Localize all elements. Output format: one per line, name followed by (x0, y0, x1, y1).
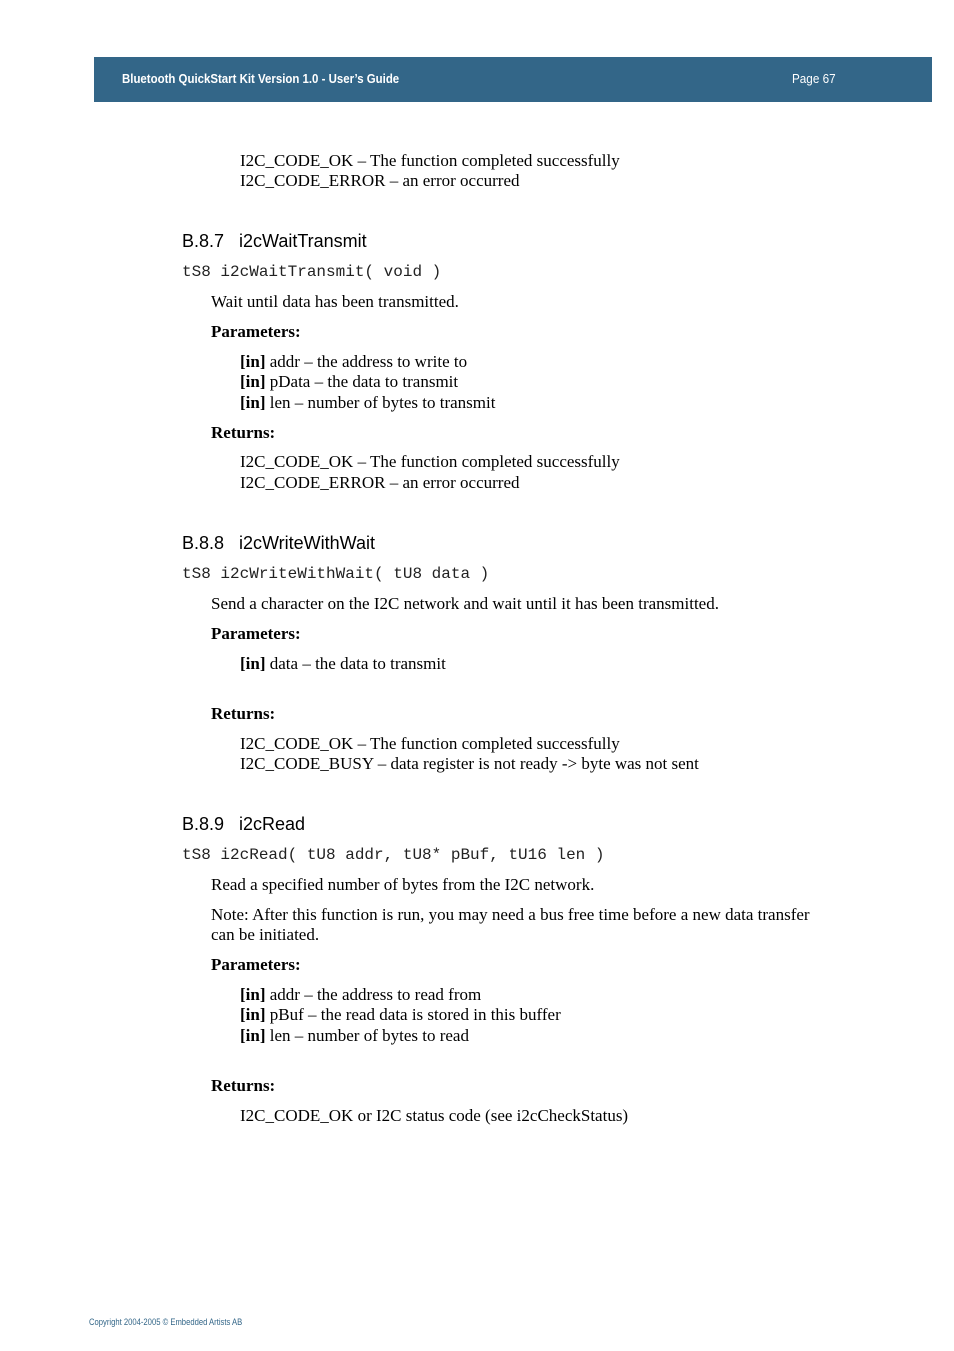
section-title: i2cRead (239, 814, 306, 834)
parameters-label: Parameters: (211, 624, 301, 643)
section-title: i2cWriteWithWait (239, 533, 376, 553)
param-line (240, 1026, 469, 1046)
param-text: addr – the address to read from (269, 985, 482, 1004)
return-line: I2C_CODE_OK – The function completed successfully (240, 452, 620, 471)
page-header (94, 57, 932, 102)
return-line: I2C_CODE_BUSY – data register is not ready -> byte was not sent (240, 754, 699, 773)
section-number: B.8.8 (182, 533, 225, 553)
param-text: pBuf – the read data is stored in this buffer (269, 1005, 561, 1024)
param-tag: [in] (240, 985, 266, 1004)
param-text: addr – the address to write to (269, 352, 468, 371)
param-line (240, 393, 495, 413)
function-signature: tS8 i2cRead( tU8 addr, tU8* pBuf, tU16 len ) (182, 846, 605, 864)
section-heading-i2cwaittransmit (182, 230, 367, 252)
section-heading-i2cwritewithwait (182, 532, 375, 554)
function-description: Wait until data has been transmitted. (211, 292, 459, 311)
param-text: data – the data to transmit (269, 654, 446, 673)
param-text: len – number of bytes to transmit (269, 393, 496, 412)
param-tag: [in] (240, 352, 266, 371)
copyright-footer: Copyright 2004-2005 © Embedded Artists AB (89, 1317, 243, 1327)
function-note: can be initiated. (211, 925, 320, 944)
param-text: len – number of bytes to read (269, 1026, 469, 1045)
page-number: Page 67 (792, 71, 836, 86)
param-tag: [in] (240, 654, 266, 673)
function-note: Note: After this function is run, you may need a bus free time before a new data transfer (211, 905, 810, 924)
return-line: I2C_CODE_OK – The function completed successfully (240, 734, 620, 753)
param-line (240, 1005, 561, 1025)
function-signature: tS8 i2cWaitTransmit( void ) (182, 263, 442, 281)
section-number: B.8.7 (182, 231, 225, 251)
param-tag: [in] (240, 1026, 266, 1045)
return-line: I2C_CODE_OK – The function completed successfully (240, 151, 620, 170)
function-signature: tS8 i2cWriteWithWait( tU8 data ) (182, 565, 490, 583)
param-tag: [in] (240, 372, 266, 391)
returns-label: Returns: (211, 704, 276, 723)
param-tag: [in] (240, 393, 266, 412)
section-heading-i2cread (182, 813, 305, 835)
returns-label: Returns: (211, 1076, 276, 1095)
section-title: i2cWaitTransmit (239, 231, 367, 251)
param-line (240, 352, 467, 372)
param-line (240, 985, 481, 1005)
parameters-label: Parameters: (211, 322, 301, 341)
param-tag: [in] (240, 1005, 266, 1024)
function-description: Send a character on the I2C network and wait until it has been transmitted. (211, 594, 719, 613)
return-line: I2C_CODE_ERROR – an error occurred (240, 171, 520, 190)
return-line: I2C_CODE_OK or I2C status code (see i2cCheckStatus) (240, 1106, 629, 1125)
param-line (240, 654, 446, 674)
param-text: pData – the data to transmit (269, 372, 459, 391)
function-description: Read a specified number of bytes from the I2C network. (211, 875, 595, 894)
section-number: B.8.9 (182, 814, 225, 834)
parameters-label: Parameters: (211, 955, 301, 974)
returns-label: Returns: (211, 423, 276, 442)
return-line: I2C_CODE_ERROR – an error occurred (240, 473, 520, 492)
document-title: Bluetooth QuickStart Kit Version 1.0 - User’s Guide (122, 71, 400, 86)
param-line (240, 372, 458, 392)
